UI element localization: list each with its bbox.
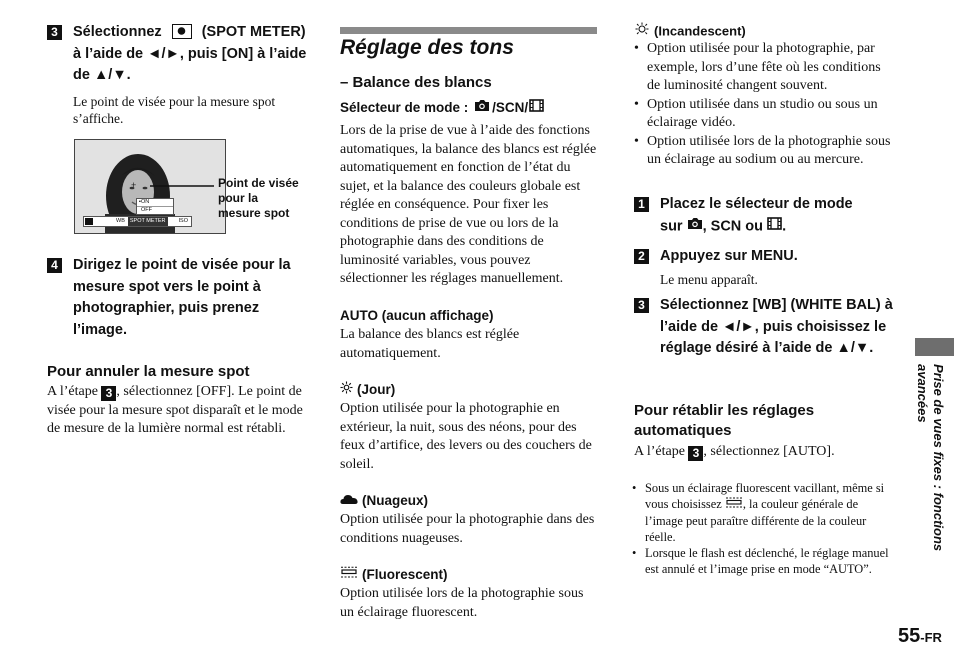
day-heading: (Jour) [340,381,395,399]
menu-bar-spot-meter: SPOT METER [129,218,166,224]
menu-bar-wb: WB [116,218,125,224]
menu-option-on: ▪ON [139,199,150,205]
auto-text: La balance des blancs est réglée automatiquement. [340,327,520,361]
page-number: 55-FR [898,625,942,647]
side-tab-marker [915,338,954,356]
step-title: Sélectionnez [WB] (WHITE BAL) à l’aide de ◄/►, puis choisissez le réglage désiré à l’aide de ▲/▼. [660,297,893,356]
list-item: • Option utilisée pour la photographie, par exemple, lors d’une fête où les conditions de luminosité changent souvent. [632,40,892,96]
left-step-4 [47,255,309,341]
right-step-2 [634,246,894,288]
section-subtitle: – Balance des blancs [340,74,492,91]
right-step-1 [634,194,894,238]
figure-callout: Point de visée pour la mesure spot [218,176,299,220]
menu-bar-iso: ISO [178,218,189,224]
intro-text: Lors de la prise de vue à l’aide des fonctions automatiques, la balance des blancs est réglée automatiquement en fonction de l’état du sujet, et la balance des couleurs globale est réglée en conséquence. Pour fixer les conditions de prise de vue ou lors de la photographie dans des conditions de luminosité variables, vous pouvez sélectionner les réglages manuellement. [340,123,597,286]
step-number: 3 [47,25,62,40]
bulb-icon [634,22,650,42]
right-step-3 [634,295,894,360]
step-title: Sélectionnez (SPOT METER) à l’aide de ◄/►, puis [ON] à l’aide de ▲/▼. [73,24,307,83]
step-number: 2 [634,249,649,264]
cloud-icon [340,492,358,510]
step-title: Placez le sélecteur de mode sur , SCN ou . [660,194,894,238]
step-ref-number: 3 [101,386,116,401]
side-tab-text: Prise de vues fixes : fonctions avancées [915,364,946,552]
cloudy-heading: (Nuageux) [340,492,428,510]
step-description: Le menu apparaît. [660,271,758,287]
camera-icon [474,99,490,117]
mode-selector-line: Sélecteur de mode : /SCN/ [340,99,544,117]
camera-icon [687,216,703,238]
note-item: • Lorsque le flash est déclenché, le réglage manuel est annulé et l’image prise en mode “AUTO”. [630,545,892,577]
step-ref-number: 3 [688,446,703,461]
menu-bar [83,216,192,227]
fluor-text: Option utilisée lors de la photographie sous un éclairage fluorescent. [340,586,584,620]
callout-line [150,184,220,190]
cancel-text: A l’étape 3 , sélectionnez [OFF]. Le point de visée pour la mesure spot disparaît et le mode de mesure de la lumière normal est rétabli. [47,384,303,436]
step-number: 4 [47,258,62,273]
restore-heading: Pour rétablir les réglages automatiques [634,402,815,439]
auto-heading: AUTO (aucun affichage) [340,308,494,323]
movie-icon [767,216,782,238]
incandescent-list [632,40,892,170]
list-item: • Option utilisée lors de la photographie sous un éclairage au sodium ou au mercure. [632,133,892,170]
section-title: Réglage des tons [340,36,514,59]
notes-list [630,480,892,577]
step-title: Dirigez le point de visée pour la mesure spot vers le point à photographier, puis prenez l’image. [73,257,291,338]
step-title: Appuyez sur MENU. [660,248,798,264]
step-description: Le point de visée pour la mesure spot s’affiche. [73,93,276,126]
spot-reticle: + [131,180,137,190]
fluorescent-icon [725,497,743,513]
fluorescent-icon [340,566,358,584]
restore-text: A l’étape 3 , sélectionnez [AUTO]. [634,444,835,460]
cancel-heading: Pour annuler la mesure spot [47,363,250,380]
sun-icon [340,381,353,399]
menu-bar-square-icon [85,218,93,225]
list-item: • Option utilisée dans un studio ou sous un éclairage vidéo. [632,96,892,133]
left-step-3 [47,22,309,128]
movie-icon [529,99,544,117]
title-rule [340,27,597,34]
step-number: 3 [634,298,649,313]
day-text: Option utilisée pour la photographie en extérieur, la nuit, sous des néons, pour des feux d’artifice, des levers ou des couchers de soleil. [340,401,592,472]
incandescent-heading: (Incandescent) [634,22,746,42]
cloudy-text: Option utilisée pour la photographie dans des conditions nuageuses. [340,512,595,546]
step-number: 1 [634,197,649,212]
note-item: • Sous un éclairage fluorescent vacillant, même si vous choisissez , la couleur générale de l’image peut paraître différente de la couleur réelle. [630,480,892,545]
spot-meter-icon [172,24,192,39]
menu-popup [136,198,174,215]
fluor-heading: (Fluorescent) [340,566,448,584]
menu-option-off: OFF [137,206,173,214]
